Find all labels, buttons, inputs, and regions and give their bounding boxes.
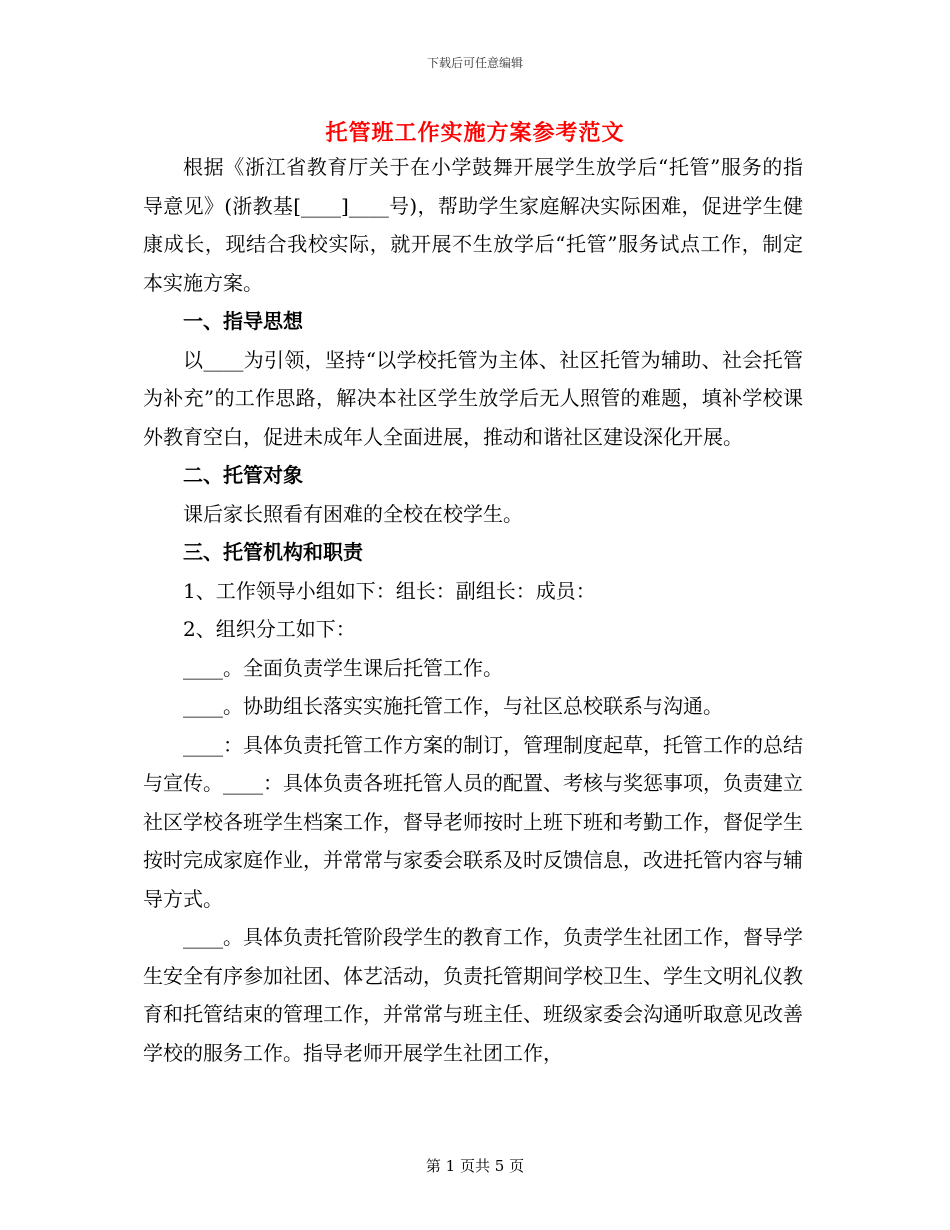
section-heading-guiding-ideology: 一、指导思想: [183, 309, 303, 333]
section-heading-target: 二、托管对象: [183, 463, 303, 487]
organization-paragraph-duty-4: ____。具体负责托管阶段学生的教育工作，负责学生社团工作，督导学生安全有序参加社团、体艺活动，负责托管期间学校卫生、学生文明礼仪教育和托管结束的管理工作，并常常与班主任、班级家委会沟通听取意见改善学校的服务工作。指导老师开展学生社团工作，: [143, 925, 803, 1065]
document-title: 托管班工作实施方案参考范文: [325, 120, 625, 146]
organization-paragraph-duty-2: ____。协助组长落实实施托管工作，与社区总校联系与沟通。: [183, 694, 723, 718]
organization-paragraph-division: 2、组织分工如下：: [183, 617, 356, 641]
page-header-note: 下载后可任意编辑: [426, 56, 523, 70]
organization-paragraph-duty-3: ____：具体负责托管工作方案的制订，管理制度起草，托管工作的总结与宣传。____：具体负责各班托管人员的配置、考核与奖惩事项，负责建立社区学校各班学生档案工作，督导老师按时上班下班和考勤工作，督促学生按时完成家庭作业，并常常与家委会联系及时反馈信息，改进托管内容与辅导方式。: [143, 732, 803, 911]
page-number-footer: 第 1 页共 5 页: [425, 1157, 525, 1175]
section-heading-organization: 三、托管机构和职责: [183, 540, 363, 564]
organization-paragraph-leadership: 1、工作领导小组如下：组长：副组长：成员：: [183, 578, 596, 603]
intro-paragraph: 根据《浙江省教育厅关于在小学鼓舞开展学生放学后“托管”服务的指导意见》(浙教基[____]____号)，帮助学生家庭解决实际困难，促进学生健康成长，现结合我校实际，就开展不生放学后“托管”服务试点工作，制定本实施方案。: [143, 155, 803, 295]
target-paragraph: 课后家长照看有困难的全校在校学生。: [183, 501, 523, 526]
guiding-ideology-paragraph: 以____为引领，坚持“以学校托管为主体、社区托管为辅助、社会托管为补充”的工作思路，解决本社区学生放学后无人照管的难题，填补学校课外教育空白，促进未成年人全面进展，推动和谐社区建设深化开展。: [143, 347, 803, 449]
document-body: [143, 148, 803, 1072]
organization-paragraph-duty-1: ____。全面负责学生课后托管工作。: [183, 655, 503, 680]
